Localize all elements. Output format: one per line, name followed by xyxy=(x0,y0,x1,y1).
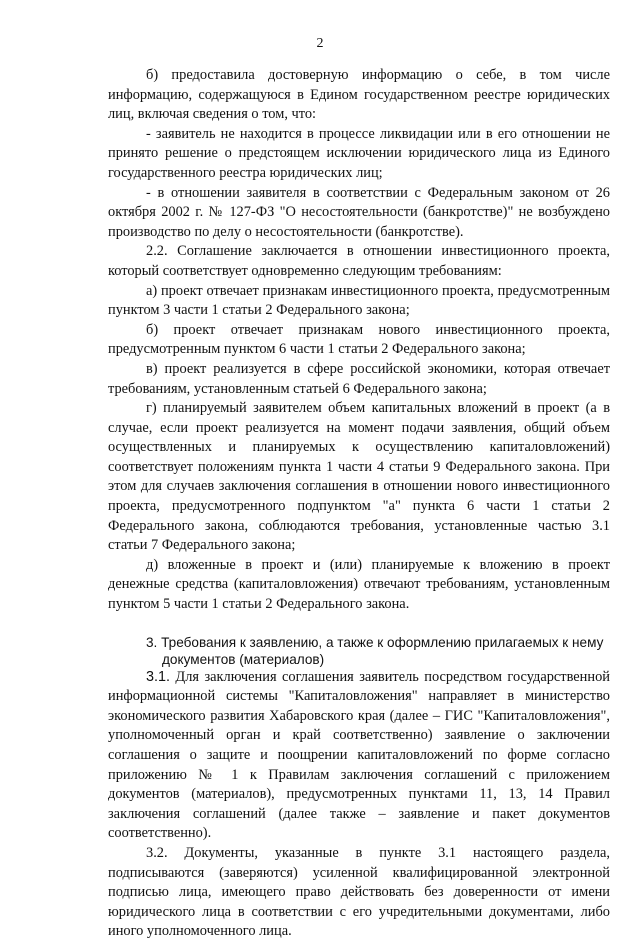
paragraph-3-1 xyxy=(108,668,610,844)
paragraph-2-2-a: а) проект отвечает признакам инвестиционного проекта, предусмотренным пунктом 3 части 1 статьи 2 Федерального закона; xyxy=(108,282,610,319)
document-body xyxy=(108,66,610,942)
section-3-heading xyxy=(108,634,610,668)
paragraph-b-info: б) предоставила достоверную информацию о себе, в том числе информацию, содержащуюся в Едином государственном реестре юридических лиц, включая сведения о том, что: xyxy=(108,67,610,123)
paragraph-not-liquidated: - заявитель не находится в процессе ликвидации или в его отношении не принято решение о предстоящем исключении юридического лица из Единого государственного реестра юридических лиц; xyxy=(108,125,610,181)
section-3-heading-line1: 3. Требования к заявлению, а также к оформлению прилагаемых к нему xyxy=(146,634,604,650)
paragraph-3-1-text: Для заключения соглашения заявитель посредством государственной информационной системы "Капиталовложения" направляет в министерство экономического развития Хабаровского края (далее – ГИС "Капиталовложения", уполномоченный орган и край соответственно) заявление о заключении соглашения о защите и поощрении капиталовложений по форме согласно приложению № 1 к Правилам заключения соглашений с приложением документов (материалов), предусмотренных пунктами 11, 13, 14 Правил заключения соглашений (далее также – заявление и пакет документов соответственно). xyxy=(108,668,610,842)
paragraph-2-2-d: д) вложенные в проект и (или) планируемые к вложению в проект денежные средства (капиталовложения) отвечают требованиям, установленным пунктом 5 части 1 статьи 2 Федерального закона. xyxy=(108,556,610,613)
page-number: 2 xyxy=(316,36,324,51)
paragraph-2-2-b: б) проект отвечает признакам нового инвестиционного проекта, предусмотренным пунктом 6 части 1 статьи 2 Федерального закона; xyxy=(108,321,610,358)
paragraph-3-2: 3.2. Документы, указанные в пункте 3.1 настоящего раздела, подписываются (заверяются) усиленной квалифицированной электронной подписью лица, имеющего право действовать без доверенности от имени юридического лица в соответствии с его учредительными документами, либо иного уполномоченного лица. xyxy=(108,844,610,940)
paragraph-2-2: 2.2. Соглашение заключается в отношении инвестиционного проекта, который соответствует одновременно следующим требованиям: xyxy=(108,243,610,279)
paragraph-2-2-g: г) планируемый заявителем объем капитальных вложений в проект (а в случае, если проект реализуется на момент подачи заявления, общий объем осуществленных и планируемых к осуществлению капиталовложений) соответствует положениям пункта 1 части 4 статьи 9 Федерального закона. При этом для случаев заключения соглашения в отношении нового инвестиционного проекта, предусмотренного подпунктом "а" пункта 6 части 1 статьи 2 Федерального закона, соблюдаются требования, установленные частью 3.1 статьи 7 Федерального закона; xyxy=(108,400,610,554)
section-gap xyxy=(108,615,610,634)
section-3-heading-line2: документов (материалов) xyxy=(162,651,325,667)
paragraph-3-1-number: 3.1. xyxy=(146,668,171,685)
paragraph-2-2-v: в) проект реализуется в сфере российской экономики, которая отвечает требованиям, установленным статьей 6 Федерального закона; xyxy=(108,360,610,397)
paragraph-not-bankrupt: - в отношении заявителя в соответствии с Федеральным законом от 26 октября 2002 г. № 127-ФЗ "О несостоятельности (банкротстве)" не возбуждено производство по делу о несостоятельности (банкротстве). xyxy=(108,184,610,240)
